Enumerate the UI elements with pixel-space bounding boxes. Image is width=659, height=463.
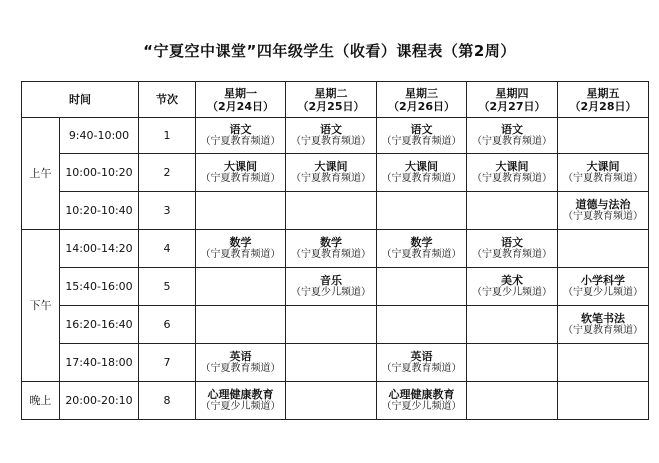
course-channel: （宁夏教育频道）	[200, 249, 281, 260]
course-cell	[377, 192, 467, 230]
time-cell: 16:20-16:40	[60, 306, 139, 344]
time-cell: 9:40-10:00	[60, 118, 139, 154]
course-cell	[377, 118, 467, 154]
course-cell	[467, 268, 558, 306]
course-cell	[377, 344, 467, 382]
course-cell	[467, 306, 558, 344]
header-row	[22, 82, 649, 118]
course-cell	[558, 118, 649, 154]
course-cell	[558, 382, 649, 420]
day-name: 星期一	[224, 86, 257, 100]
course-channel: （宁夏教育频道）	[200, 136, 281, 147]
course-cell	[558, 154, 649, 192]
day-date: （2月26日）	[388, 99, 455, 113]
table-row	[22, 382, 649, 420]
period-cell: 8	[139, 382, 196, 420]
time-cell: 15:40-16:00	[60, 268, 139, 306]
course-cell	[286, 192, 377, 230]
course-channel: （宁夏教育频道）	[291, 173, 371, 184]
course-cell	[196, 230, 286, 268]
day-date: （2月25日）	[297, 99, 365, 113]
table-row	[22, 118, 649, 154]
course-channel: （宁夏教育频道）	[291, 136, 371, 147]
course-cell	[286, 268, 377, 306]
course-channel: （宁夏教育频道）	[563, 325, 643, 336]
course-subject: 英语	[410, 350, 433, 363]
course-subject: 美术	[501, 274, 523, 287]
course-subject: 心理健康教育	[207, 388, 274, 401]
period-cell: 7	[139, 344, 196, 382]
course-cell	[558, 268, 649, 306]
period-cell: 4	[139, 230, 196, 268]
course-cell	[196, 382, 286, 420]
course-cell	[377, 230, 467, 268]
course-cell	[286, 118, 377, 154]
session-evening: 晚上	[22, 382, 60, 420]
time-cell: 10:00-10:20	[60, 154, 139, 192]
course-cell	[467, 154, 558, 192]
course-cell	[467, 118, 558, 154]
course-cell	[286, 306, 377, 344]
course-cell	[286, 344, 377, 382]
course-channel: （宁夏教育频道）	[472, 173, 552, 184]
day-date: （2月28日）	[569, 99, 637, 113]
time-cell: 17:40-18:00	[60, 344, 139, 382]
day-name: 星期三	[405, 86, 438, 100]
course-subject: 语文	[320, 123, 342, 136]
course-subject: 大课间	[405, 160, 438, 173]
course-cell	[467, 344, 558, 382]
day-name: 星期二	[314, 86, 348, 100]
page-title: “宁夏空中课堂”四年级学生（收看）课程表（第2周）	[143, 42, 516, 60]
day-date: （2月24日）	[207, 99, 274, 113]
table-row	[22, 192, 649, 230]
course-channel: （宁夏教育频道）	[291, 249, 371, 260]
period-cell: 5	[139, 268, 196, 306]
header-day-4	[467, 82, 558, 118]
header-time: 时间	[22, 82, 139, 118]
course-subject: 音乐	[320, 274, 342, 287]
course-channel: （宁夏少儿频道）	[381, 401, 462, 412]
course-channel: （宁夏教育频道）	[381, 249, 462, 260]
course-subject: 心理健康教育	[388, 388, 455, 401]
period-cell: 1	[139, 118, 196, 154]
course-subject: 数学	[410, 236, 433, 249]
course-channel: （宁夏少儿频道）	[200, 401, 281, 412]
course-cell	[196, 306, 286, 344]
course-cell	[467, 382, 558, 420]
time-cell: 10:20-10:40	[60, 192, 139, 230]
course-channel: （宁夏教育频道）	[381, 173, 462, 184]
course-subject: 语文	[501, 123, 523, 136]
course-channel: （宁夏教育频道）	[472, 136, 552, 147]
course-cell	[196, 268, 286, 306]
course-cell	[377, 306, 467, 344]
session-morning: 上午	[22, 118, 60, 230]
course-cell	[467, 230, 558, 268]
time-cell: 20:00-20:10	[60, 382, 139, 420]
course-subject: 语文	[410, 123, 433, 136]
course-cell	[377, 154, 467, 192]
course-channel: （宁夏教育频道）	[381, 136, 462, 147]
day-name: 星期四	[495, 86, 529, 100]
session-afternoon: 下午	[22, 230, 60, 382]
course-cell	[558, 192, 649, 230]
table-row	[22, 344, 649, 382]
period-cell: 2	[139, 154, 196, 192]
course-subject: 大课间	[495, 160, 529, 173]
course-channel: （宁夏教育频道）	[563, 173, 643, 184]
day-name: 星期五	[586, 86, 620, 100]
header-period: 节次	[139, 82, 196, 118]
course-cell	[196, 192, 286, 230]
time-cell: 14:00-14:20	[60, 230, 139, 268]
course-subject: 大课间	[314, 160, 348, 173]
course-channel: （宁夏教育频道）	[472, 249, 552, 260]
course-cell	[196, 154, 286, 192]
course-subject: 大课间	[586, 160, 620, 173]
course-subject: 小学科学	[581, 274, 625, 287]
table-row	[22, 306, 649, 344]
course-cell	[286, 382, 377, 420]
course-cell	[286, 154, 377, 192]
header-day-5	[558, 82, 649, 118]
table-row	[22, 268, 649, 306]
course-subject: 数学	[229, 236, 252, 249]
course-subject: 大课间	[224, 160, 257, 173]
header-day-1	[196, 82, 286, 118]
period-cell: 3	[139, 192, 196, 230]
course-subject: 语文	[501, 236, 523, 249]
course-channel: （宁夏教育频道）	[200, 363, 281, 374]
course-cell	[558, 344, 649, 382]
period-cell: 6	[139, 306, 196, 344]
header-day-2	[286, 82, 377, 118]
day-date: （2月27日）	[478, 99, 546, 113]
course-cell	[196, 344, 286, 382]
course-subject: 语文	[229, 123, 252, 136]
course-cell	[467, 192, 558, 230]
course-cell	[558, 230, 649, 268]
course-channel: （宁夏少儿频道）	[563, 287, 643, 298]
schedule-table	[21, 81, 649, 420]
table-row	[22, 230, 649, 268]
course-subject: 软笔书法	[581, 312, 625, 325]
course-channel: （宁夏少儿频道）	[291, 287, 371, 298]
course-cell	[558, 306, 649, 344]
course-subject: 道德与法治	[575, 198, 631, 211]
course-cell	[196, 118, 286, 154]
course-cell	[377, 382, 467, 420]
course-channel: （宁夏少儿频道）	[472, 287, 552, 298]
course-subject: 英语	[229, 350, 252, 363]
course-channel: （宁夏教育频道）	[381, 363, 462, 374]
course-cell	[286, 230, 377, 268]
course-subject: 数学	[320, 236, 342, 249]
course-channel: （宁夏教育频道）	[200, 173, 281, 184]
course-channel: （宁夏教育频道）	[563, 211, 643, 222]
table-row	[22, 154, 649, 192]
header-day-3	[377, 82, 467, 118]
course-cell	[377, 268, 467, 306]
